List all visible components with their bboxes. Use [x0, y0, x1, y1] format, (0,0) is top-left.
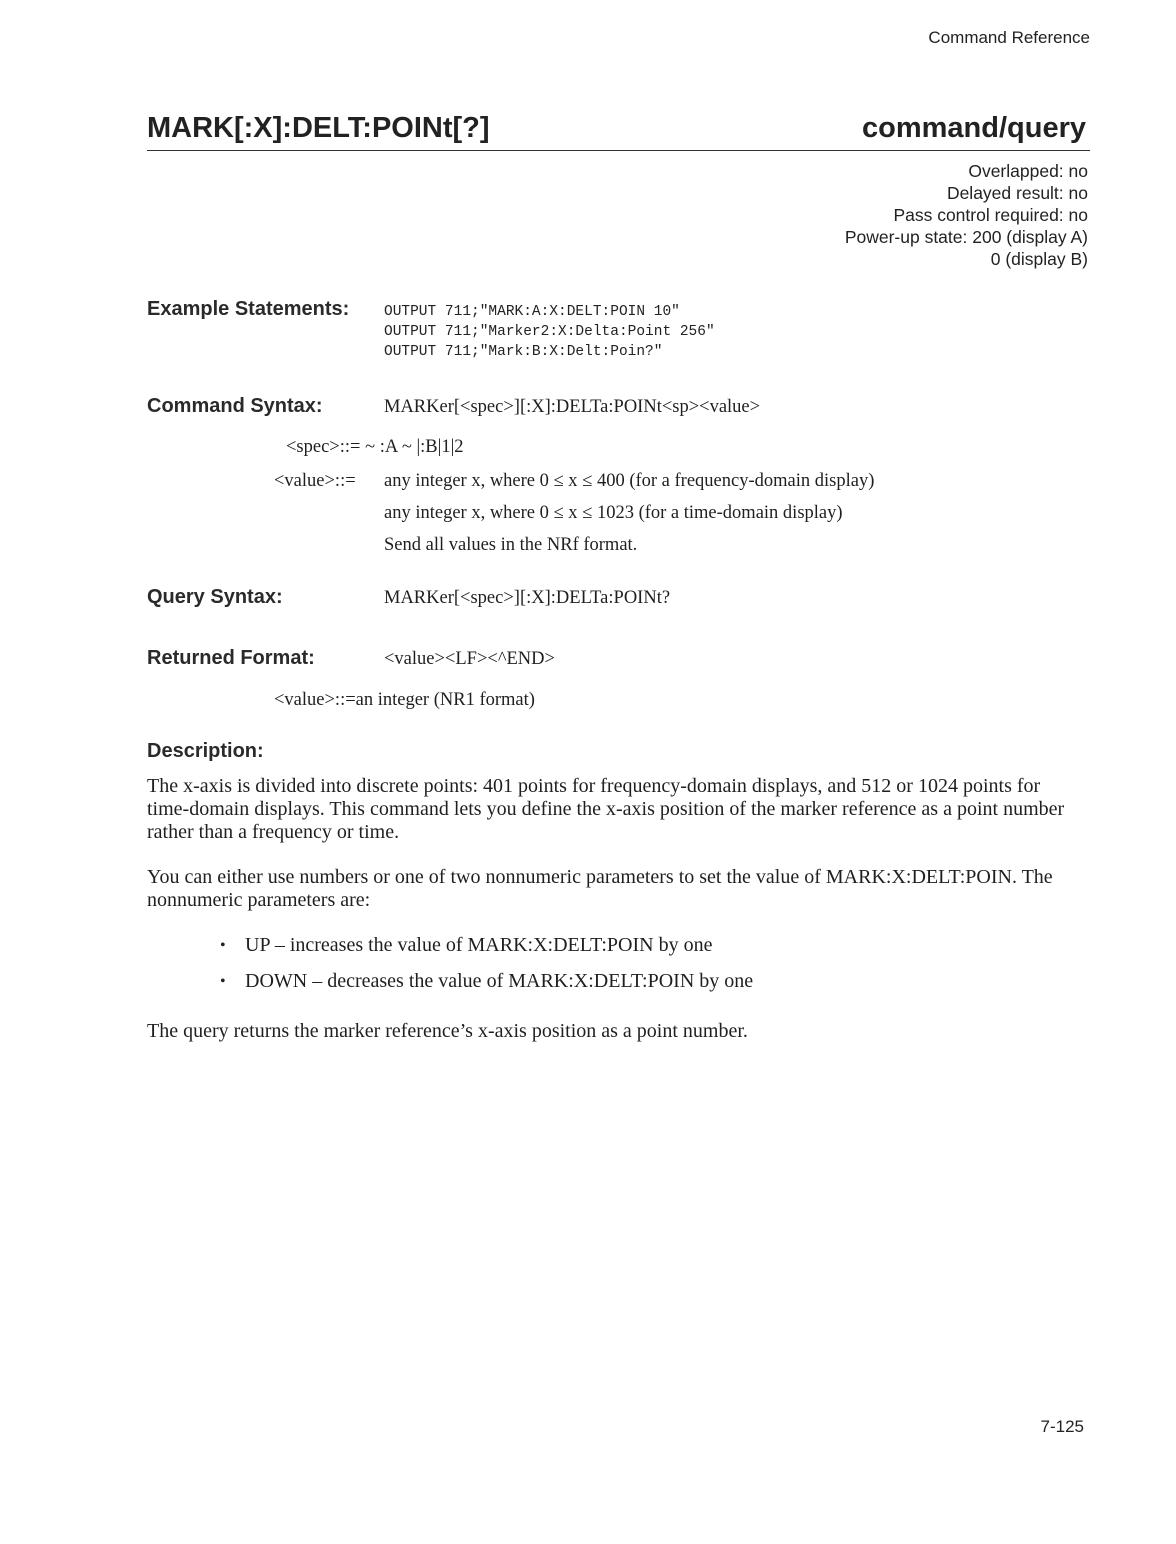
description-paragraph: The query returns the marker reference’s x-axis position as a point number. — [147, 1020, 748, 1042]
returned-format: <value><LF><^END> — [384, 649, 555, 669]
title-rule — [147, 150, 1090, 151]
running-header: Command Reference — [928, 28, 1090, 47]
bullet-item-up: UP – increases the value of MARK:X:DELT:POIN by one — [245, 934, 713, 956]
bullet-glyph: • — [220, 973, 226, 990]
query-syntax: MARKer[<spec>][:X]:DELTa:POINt? — [384, 588, 671, 608]
command-kind: command/query — [862, 112, 1086, 144]
property-power-up-b: 0 (display B) — [990, 249, 1088, 269]
property-overlapped: Overlapped: no — [968, 161, 1088, 181]
description-label: Description: — [147, 740, 264, 762]
returned-value-definition: <value>::=an integer (NR1 format) — [274, 690, 535, 710]
example-line: OUTPUT 711;"Mark:B:X:Delt:Poin?" — [384, 344, 663, 360]
returned-format-label: Returned Format: — [147, 647, 315, 669]
value-definition-line: Send all values in the NRf format. — [384, 535, 638, 555]
page-number: 7-125 — [1040, 1417, 1084, 1436]
bullet-item-down: DOWN – decreases the value of MARK:X:DELT:POIN by one — [245, 970, 754, 992]
bullet-glyph: • — [220, 937, 226, 954]
description-paragraph: You can either use numbers or one of two nonnumeric parameters to set the value of MARK:X:DELT:POIN. The nonnumeric parameters are: — [147, 866, 1053, 911]
query-syntax-label: Query Syntax: — [147, 586, 283, 608]
value-definition-prefix: <value>::= — [274, 471, 356, 491]
command-syntax: MARKer[<spec>][:X]:DELTa:POINt<sp><value> — [384, 397, 761, 417]
value-definition-line: any integer x, where 0 ≤ x ≤ 1023 (for a time-domain display) — [384, 503, 843, 523]
example-line: OUTPUT 711;"MARK:A:X:DELT:POIN 10" — [384, 304, 680, 320]
property-power-up-a: Power-up state: 200 (display A) — [844, 227, 1088, 247]
property-pass-control: Pass control required: no — [893, 205, 1088, 225]
value-definition-line: any integer x, where 0 ≤ x ≤ 400 (for a frequency-domain display) — [384, 471, 875, 491]
example-statements-label: Example Statements: — [147, 298, 350, 320]
command-properties — [845, 160, 1088, 270]
spec-definition: <spec>::= ~ :A ~ |:B|1|2 — [286, 437, 464, 457]
command-title: MARK[:X]:DELT:POINt[?] — [147, 112, 490, 144]
command-syntax-label: Command Syntax: — [147, 395, 323, 417]
example-line: OUTPUT 711;"Marker2:X:Delta:Point 256" — [384, 324, 715, 340]
description-paragraph: The x-axis is divided into discrete points: 401 points for frequency-domain displays, and 512 or 1024 points for time-domain displays. This command lets you define the x-axis position of the marker reference as a point number rather than a frequency or time. — [147, 775, 1065, 843]
property-delayed-result: Delayed result: no — [946, 183, 1088, 203]
